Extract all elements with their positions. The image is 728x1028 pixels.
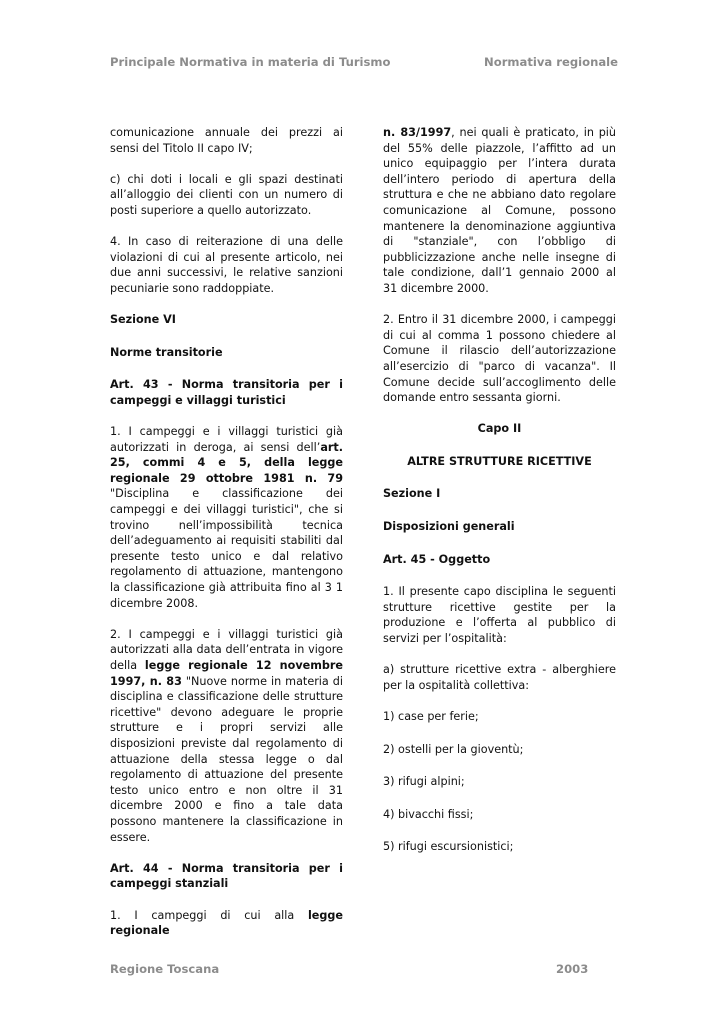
section-subheading: Disposizioni generali <box>383 520 515 534</box>
paragraph: comunicazione annuale dei prezzi ai sensi del Titolo II capo IV; <box>110 126 343 155</box>
text: 1. I campeggi di cui alla <box>110 908 308 922</box>
paragraph: c) chi doti i locali e gli spazi destinati all’alloggio dei clienti con un numero di posti superiore a quello autorizzato. <box>110 172 343 217</box>
article-heading: Art. 44 - Norma transitoria per i campeggi stanziali <box>110 861 343 891</box>
footer-year: 2003 <box>556 962 589 976</box>
footer-publisher: Regione Toscana <box>110 962 220 976</box>
list-item: 1) case per ferie; <box>383 710 479 723</box>
paragraph <box>110 627 343 845</box>
law-reference: legge regionale 12 novembre 1997, n. 83 <box>110 659 343 688</box>
text: "Nuove norme in materia di disciplina e classificazione delle strutture ricettive" devono adeguare le proprie strutture e i propri servizi alle disposizioni previste dal regolamento di attuazione della stessa legge o dal regolamento di attuazione del presente testo unico entro e non oltre il 31 dicembre 2000 e fino a tale data possono mantenere la classificazione in essere. <box>110 674 343 844</box>
list-item: 5) rifugi escursionistici; <box>383 840 514 854</box>
running-header-title: Principale Normativa in materia di Turismo <box>110 55 391 69</box>
paragraph: 4. In caso di reiterazione di una delle violazioni di cui al presente articolo, nei due anni successivi, le relative sanzioni pecuniarie sono raddoppiate. <box>110 235 343 295</box>
section-heading: Sezione VI <box>110 313 176 327</box>
list-item: 3) rifugi alpini; <box>383 775 465 789</box>
list-item: 2) ostelli per la gioventù; <box>383 742 524 756</box>
article-heading: Art. 45 - Oggetto <box>383 552 491 566</box>
text: 1. I campeggi e i villaggi turistici già autorizzati in deroga, ai sensi dell’ <box>110 425 343 454</box>
chapter-heading: Capo II <box>477 422 522 436</box>
paragraph <box>110 424 343 611</box>
list-item: 4) bivacchi fissi; <box>383 807 474 821</box>
paragraph <box>110 908 343 939</box>
right-column <box>383 125 616 872</box>
article-heading: Art. 43 - Norma transitoria per i campeggi e villaggi turistici <box>110 378 343 407</box>
left-column <box>110 125 343 954</box>
text: 2. I campeggi e i villaggi turistici già autorizzati alla data dell’entrata in vigore della <box>110 627 343 672</box>
paragraph: a) strutture ricettive extra - alberghiere per la ospitalità collettiva: <box>383 663 616 692</box>
paragraph <box>383 125 616 297</box>
text: "Disciplina e classificazione dei campeggi e dei villaggi turistici", che si trovino nell’impossibilità tecnica dell’adeguamento ai requisiti stabiliti dal presente testo unico e dal relativo regolamento di attuazione, mantengono la classificazione già attribuita fino al 3 1 dicembre 2008. <box>110 487 343 610</box>
paragraph: 1. Il presente capo disciplina le seguenti strutture ricettive gestite per la produzione e l’offerta al pubblico di servizi per l’ospitalità: <box>383 585 616 646</box>
law-reference: art. 25, commi 4 e 5, della legge regionale 29 ottobre 1981 n. 79 <box>110 440 343 485</box>
running-header-section: Normativa regionale <box>484 55 618 69</box>
text: , nei quali è praticato, in più del 55% delle piazzole, l’affitto ad un unico equipaggio per l’intera durata dell’intero periodo di apertura della struttura e che ne abbiano dato regolare comunicazione al Comune, possono mantenere la denominazione aggiuntiva di "stanziale", con l’obbligo di pubblicizzazione anche nelle insegne di tale condizione, dall’1 gennaio 2000 al 31 dicembre 2000. <box>383 126 616 295</box>
section-subheading: Norme transitorie <box>110 345 223 359</box>
section-heading: Sezione I <box>383 487 441 501</box>
chapter-title: ALTRE STRUTTURE RICETTIVE <box>407 454 592 468</box>
law-reference: n. 83/1997 <box>383 126 452 139</box>
paragraph: 2. Entro il 31 dicembre 2000, i campeggi di cui al comma 1 possono chiedere al Comune il rilascio dell’autorizzazione all’esercizio di "parco di vacanza". Il Comune decide sull’accoglimento delle domande entro sessanta giorni. <box>383 313 616 405</box>
law-reference: legge regionale <box>110 908 343 938</box>
